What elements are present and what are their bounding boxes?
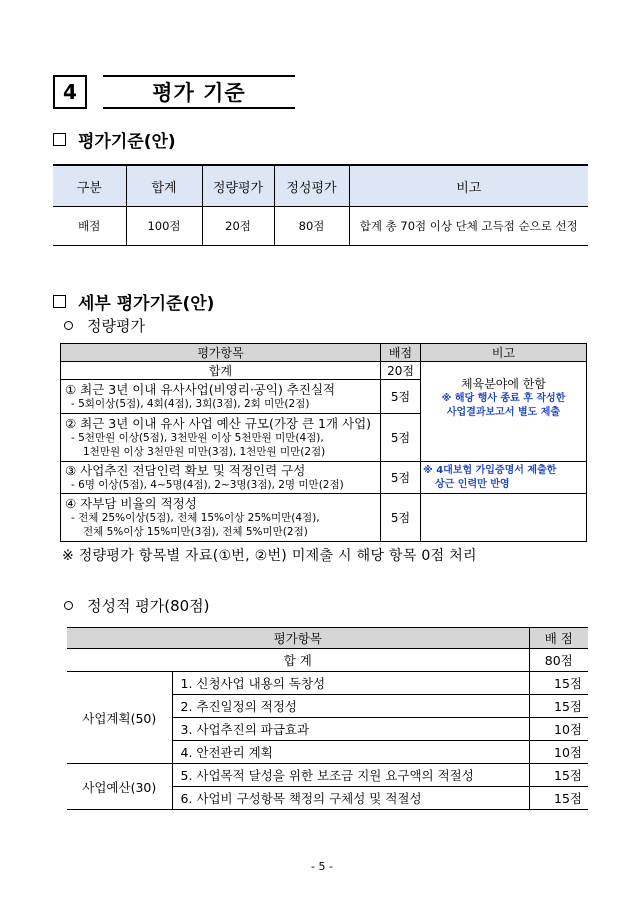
quantitative-note: ※ 정량평가 항목별 자료(①번, ②번) 미제출 시 해당 항목 0점 처리 [62, 548, 477, 564]
table-header-row: 평가항목 배점 비고 [61, 344, 587, 362]
circle-bullet-icon [64, 601, 73, 610]
table-row: 배점 100점 20점 80점 합계 총 70점 이상 단체 고득점 순으로 선정 [53, 207, 588, 246]
circle-bullet-icon [64, 321, 73, 330]
table-row: ③ 사업추진 전담인력 확보 및 적정인력 구성 - 6명 이상(5점), 4~5명(4점), 2~3명(3점), 2명 미만(2점) 5점 ※ 4대보험 가입증명서 제출한 상근 인력만 반영 [61, 462, 587, 494]
table-row: 사업예산(30) 5. 사업목적 달성을 위한 보조금 지원 요구액의 적절성 15점 [67, 764, 588, 787]
table-row: 3. 사업추진의 파급효과 10점 [67, 718, 588, 741]
qualitative-table [67, 627, 588, 810]
section-title: 평가 기준 [103, 75, 295, 109]
criteria-summary-table [53, 164, 588, 246]
table-row: ④ 자부담 비율의 적정성 - 전체 25%이상(5점), 전체 15%이상 25%미만(4점), 전체 5%이상 15%미만(3점), 전체 5%미만(2점) 5점 [61, 494, 587, 542]
table-header-row: 평가항목 배 점 [67, 628, 588, 649]
table-row: ① 최근 3년 이내 유사사업(비영리·공익) 추진실적 - 5회이상(5점), 4회(4점), 3회(3점), 2회 미만(2점) 5점 [61, 380, 587, 414]
subheading-quantitative: 정량평가 [64, 315, 145, 336]
table-row: 4. 안전관리 계획 10점 [67, 741, 588, 764]
quantitative-table [60, 343, 587, 542]
remark-cell: 체육분야에 한함 ※ 해당 행사 종료 후 작성한 사업결과보고서 별도 제출 [421, 362, 587, 462]
heading-evaluation-criteria: 평가기준(안) [53, 127, 176, 152]
table-total-row: 합계 20점 체육분야에 한함 ※ 해당 행사 종료 후 작성한 사업결과보고서 별도 제출 [61, 362, 587, 380]
subheading-qualitative: 정성적 평가(80점) [64, 595, 210, 616]
section-number: 4 [53, 75, 87, 109]
table-row: 2. 추진일정의 적정성 15점 [67, 695, 588, 718]
table-row: 사업계획(50) 1. 신청사업 내용의 독창성 15점 [67, 672, 588, 695]
table-row: ② 최근 3년 이내 유사 사업 예산 규모(가장 큰 1개 사업) - 5천만원 이상(5점), 3천만원 이상 5천만원 미만(4점), 1천만원 이상 3천만원 미만(3점), 1천만원 미만(2점) 5점 [61, 414, 587, 462]
page-number: - 5 - [311, 860, 333, 873]
table-header-row: 구분 합계 정량평가 정성평가 비고 [53, 165, 588, 207]
square-bullet-icon [53, 133, 66, 146]
heading-detailed-criteria: 세부 평가기준(안) [53, 289, 214, 314]
square-bullet-icon [53, 295, 66, 308]
table-total-row: 합 계 80점 [67, 649, 588, 672]
table-row: 6. 사업비 구성항목 책정의 구체성 및 적절성 15점 [67, 787, 588, 810]
